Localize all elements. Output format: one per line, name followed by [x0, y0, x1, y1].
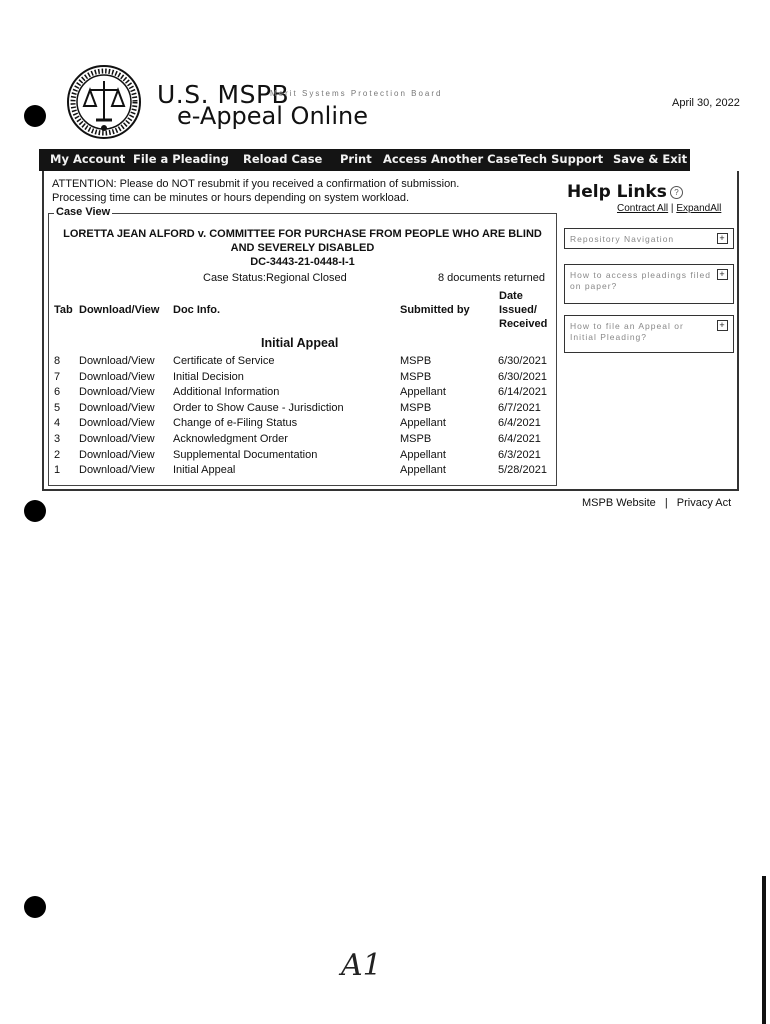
help-info-icon[interactable]: ? [670, 186, 683, 199]
current-date: April 30, 2022 [672, 97, 740, 109]
case-status: Case Status:Regional Closed [203, 272, 347, 284]
app-title: e-Appeal Online [177, 102, 368, 130]
column-header-date [499, 289, 547, 331]
column-header-download: Download/View [79, 304, 160, 316]
column-header-doc-info: Doc Info. [173, 304, 221, 316]
row-tab-number: 2 [54, 448, 61, 461]
download-view-link[interactable]: Download/View [79, 433, 155, 445]
nav-access-another-case[interactable]: Access Another Case [383, 152, 519, 166]
help-link-label: Repository Navigation [570, 234, 675, 244]
scan-edge-mark [762, 876, 766, 1024]
download-view-link[interactable]: Download/View [79, 355, 155, 367]
privacy-act-link[interactable]: Privacy Act [676, 497, 732, 509]
row-doc-info: Additional Information [173, 386, 280, 399]
row-date: 6/14/2021 [498, 386, 547, 399]
case-title [50, 227, 555, 255]
row-tab-number: 7 [54, 370, 61, 383]
content-frame-bottom [42, 489, 739, 491]
binder-hole-middle [24, 500, 46, 522]
main-nav-bar [39, 149, 690, 171]
expand-plus-icon[interactable]: + [717, 269, 728, 280]
row-date: 6/30/2021 [498, 355, 547, 367]
expand-plus-icon[interactable]: + [717, 320, 728, 331]
help-link-repository-navigation[interactable] [564, 228, 734, 249]
case-title-line-1: LORETTA JEAN ALFORD v. COMMITTEE FOR PURCHASE FROM PEOPLE WHO ARE BLIND [63, 228, 542, 240]
content-frame-right [737, 171, 739, 491]
nav-file-pleading[interactable]: File a Pleading [133, 152, 229, 166]
mspb-website-link[interactable]: MSPB Website [582, 497, 656, 509]
row-date: 6/4/2021 [498, 417, 541, 430]
footer-separator: | [664, 497, 668, 509]
expand-all-link[interactable]: ExpandAll [676, 203, 722, 214]
row-submitted-by: MSPB [400, 401, 432, 414]
content-frame-left [42, 171, 44, 490]
nav-my-account[interactable]: My Account [50, 152, 126, 166]
row-tab-number: 5 [54, 401, 61, 414]
row-doc-info: Certificate of Service [173, 355, 275, 367]
row-doc-info: Acknowledgment Order [173, 433, 288, 445]
row-date: 6/30/2021 [498, 370, 547, 383]
help-links-controls [617, 203, 721, 214]
row-date: 6/4/2021 [498, 433, 541, 445]
row-submitted-by: Appellant [400, 448, 446, 461]
row-submitted-by: MSPB [400, 370, 432, 383]
binder-hole-top [24, 105, 46, 127]
expand-plus-icon[interactable]: + [717, 233, 728, 244]
row-tab-number: 3 [54, 433, 61, 445]
row-tab-number: 8 [54, 355, 61, 367]
help-link-label: How to access pleadings filed on paper? [570, 270, 711, 291]
help-link-access-paper-pleadings[interactable] [564, 264, 734, 304]
help-link-file-appeal[interactable] [564, 315, 734, 353]
column-header-tab: Tab [54, 304, 73, 316]
nav-print[interactable]: Print [340, 152, 372, 166]
row-submitted-by: Appellant [400, 464, 446, 477]
row-doc-info: Initial Decision [173, 370, 244, 383]
row-tab-number: 4 [54, 417, 61, 430]
row-submitted-by: MSPB [400, 433, 432, 445]
download-view-link[interactable]: Download/View [79, 370, 155, 383]
row-tab-number: 6 [54, 386, 61, 399]
row-doc-info: Supplemental Documentation [173, 448, 318, 461]
footer-links [582, 497, 731, 509]
help-controls-separator: | [670, 203, 674, 214]
mspb-seal-icon [66, 64, 142, 140]
row-date: 6/3/2021 [498, 448, 541, 461]
documents-returned-count: 8 documents returned [438, 272, 546, 284]
nav-reload-case[interactable]: Reload Case [243, 152, 323, 166]
attention-line-2: Processing time can be minutes or hours depending on system workload. [52, 191, 410, 204]
document-group-heading: Initial Appeal [261, 336, 339, 350]
row-doc-info: Order to Show Cause - Jurisdiction [173, 401, 344, 414]
column-header-submitted-by: Submitted by [400, 304, 470, 316]
case-view-legend: Case View [56, 206, 111, 218]
row-tab-number: 1 [54, 464, 61, 477]
row-date: 5/28/2021 [498, 464, 547, 477]
column-header-date-line-1: Date [499, 290, 523, 302]
help-links-title: Help Links [567, 182, 667, 202]
nav-tech-support[interactable]: Tech Support [518, 152, 604, 166]
attention-notice [52, 178, 459, 205]
row-doc-info: Initial Appeal [173, 464, 236, 477]
download-view-link[interactable]: Download/View [79, 417, 155, 430]
case-title-line-2: AND SEVERELY DISABLED [230, 242, 375, 254]
column-header-date-line-2: Issued/ [499, 304, 537, 316]
download-view-link[interactable]: Download/View [79, 464, 155, 477]
attention-line-1: ATTENTION: Please do NOT resubmit if you received a confirmation of submission. [52, 178, 460, 190]
row-submitted-by: Appellant [400, 386, 446, 399]
download-view-link[interactable]: Download/View [79, 401, 155, 414]
contract-all-link[interactable]: Contract All [617, 203, 669, 214]
row-date: 6/7/2021 [498, 401, 541, 414]
nav-save-exit[interactable]: Save & Exit [613, 152, 688, 166]
row-submitted-by: MSPB [400, 355, 432, 367]
column-header-date-line-3: Received [499, 318, 548, 330]
row-doc-info: Change of e-Filing Status [173, 417, 298, 430]
binder-hole-bottom [24, 896, 46, 918]
help-link-label: How to file an Appeal or Initial Pleading? [570, 321, 684, 342]
handwritten-page-mark: A1 [341, 948, 382, 983]
brand-subtitle: Merit Systems Protection Board [270, 89, 443, 98]
download-view-link[interactable]: Download/View [79, 386, 155, 399]
case-number: DC-3443-21-0448-I-1 [250, 256, 355, 268]
brand-title: U.S. MSPB [157, 80, 290, 109]
row-submitted-by: Appellant [400, 417, 446, 430]
download-view-link[interactable]: Download/View [79, 448, 155, 461]
